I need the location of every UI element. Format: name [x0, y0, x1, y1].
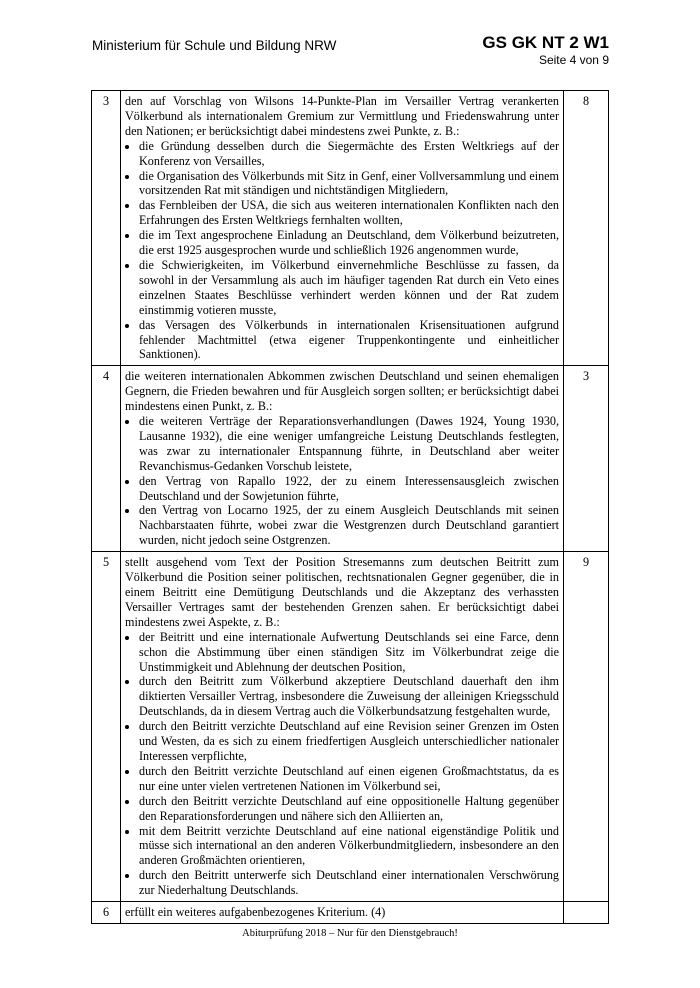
criterion-points: [564, 902, 609, 924]
criterion-row: [92, 366, 609, 552]
criterion-text: [121, 552, 564, 902]
page-footer: Abiturprüfung 2018 – Nur für den Dienstgebrauch!: [242, 928, 458, 939]
criterion-number: 4: [92, 366, 121, 552]
grading-table: [91, 90, 609, 924]
criterion-intro: erfüllt ein weiteres aufgabenbezogenes Kriterium. (4): [125, 905, 386, 920]
criterion-bullet-item: • durch den Beitritt verzichte Deutschland auf eine Revision seiner Grenzen im Osten und Westen, da es sich zu einem friedfertigen Ausgleich unterschiedlicher nationaler Interessen verpflichte,: [139, 719, 559, 764]
criterion-points: 9: [564, 552, 609, 902]
criterion-bullet-item: • durch den Beitritt verzichte Deutschland auf einen eigenen Großmachtstatus, da es nur eine unter vielen vertretenen Nationen im Völkerbund sei,: [139, 764, 559, 794]
criterion-row: [92, 552, 609, 902]
criterion-bullet-item: • die weiteren Verträge der Reparationsverhandlungen (Dawes 1924, Young 1930, Lausanne 1932), die eine weniger umfangreiche Leistung Deutschlands festlegten, was zwar zu internationaler Entspannung führte, in Deutschland aber weiter Revanchismus-Gedanken Vorschub leistete,: [139, 414, 559, 474]
criterion-bullet-item: • der Beitritt und eine internationale Aufwertung Deutschlands sei eine Farce, denn schon die Abstimmung über einen ständigen Sitz im Völkerbundrat zeige die Unstimmigkeit und Ablehnung der deutschen Position,: [139, 630, 559, 675]
criterion-bullet-list: [125, 139, 559, 363]
criterion-bullet-item: • den Vertrag von Locarno 1925, der zu einem Ausgleich Deutschlands mit seinen Nachbarstaaten führte, wobei zwar die Westgrenzen durch Deutschland garantiert wurden, nicht jedoch seine Ostgrenzen.: [139, 503, 559, 548]
criterion-bullet-item: • den Vertrag von Rapallo 1922, der zu einem Interessensausgleich zwischen Deutschland und der Sowjetunion führte,: [139, 474, 559, 504]
criterion-row: [92, 902, 609, 924]
criterion-intro: den auf Vorschlag von Wilsons 14-Punkte-Plan im Versailler Vertrag verankerten Völkerbund als internationalem Gremium zur Vermittlung und Friedenswahrung unter den Nationen; er berücksichtigt dabei mindestens zwei Punkte, z. B.:: [125, 94, 559, 138]
criterion-number: 3: [92, 91, 121, 366]
criterion-text: [121, 902, 564, 924]
criterion-bullet-item: • die im Text angesprochene Einladung an Deutschland, dem Völkerbund beizutreten, die erst 1925 ausgesprochen wurde und schließlich 1926 angenommen wurde,: [139, 228, 559, 258]
criterion-bullet-item: • das Fernbleiben der USA, die sich aus weiteren internationalen Konflikten nach den Erfahrungen des Ersten Weltkriegs fernhalten wollten,: [139, 198, 559, 228]
exam-code: GS GK NT 2 W1: [482, 33, 609, 52]
criterion-number: 5: [92, 552, 121, 902]
ministry-name: Ministerium für Schule und Bildung NRW: [92, 38, 337, 53]
page-number: Seite 4 von 9: [538, 53, 609, 67]
criterion-bullet-item: • die Schwierigkeiten, im Völkerbund einvernehmliche Beschlüsse zu fassen, da sowohl in der Versammlung als auch im häufiger tagenden Rat durch ein Veto eines einzelnen Staates Beschlüsse verhindert werden können und der Rat zudem einstimmig votieren musste,: [139, 258, 559, 318]
criterion-bullet-item: • mit dem Beitritt verzichte Deutschland auf eine national eigenständige Politik und müsse sich international an den anderen Völkerbundmitgliedern, insbesondere an den anderen Großmächten orientieren,: [139, 824, 559, 869]
criterion-bullet-item: • durch den Beitritt unterwerfe sich Deutschland einer internationalen Verschwörung zur Niederhaltung Deutschlands.: [139, 868, 559, 898]
criterion-bullet-item: • das Versagen des Völkerbunds in internationalen Krisensituationen aufgrund fehlender Machtmittel (etwa eigener Truppenkontingente und einheitlicher Sanktionen).: [139, 318, 559, 363]
criterion-bullet-item: • die Organisation des Völkerbunds mit Sitz in Genf, einer Vollversammlung und einem vorsitzenden Rat mit ständigen und nichtständigen Mitgliedern,: [139, 169, 559, 199]
grading-table-body: [92, 91, 609, 924]
criterion-text: [121, 91, 564, 366]
criterion-row: [92, 91, 609, 366]
criterion-points: 3: [564, 366, 609, 552]
criterion-bullet-item: • durch den Beitritt zum Völkerbund akzeptiere Deutschland dauerhaft den ihm diktierten Versailler Vertrag, insbesondere die Zuweisung der alleinigen Kriegsschuld Deutschlands, da in diesem Vertrag auch die Völkerbundsatzung festgehalten wurde,: [139, 674, 559, 719]
criterion-intro: stellt ausgehend vom Text der Position Stresemanns zum deutschen Beitritt zum Völkerbund die Position seiner politischen, rechtsnationalen Gegner gegenüber, die in einem Beitritt eine Demütigung Deutschlands und die Akzeptanz des verhassten Versailler Vertrages samt der bestehenden Grenzen sahen. Er berücksichtigt dabei mindestens zwei Aspekte, z. B.:: [125, 555, 559, 629]
criterion-bullet-item: • durch den Beitritt verzichte Deutschland auf eine oppositionelle Haltung gegenüber den Reparationsforderungen und nähere sich den Alliierten an,: [139, 794, 559, 824]
criterion-intro: die weiteren internationalen Abkommen zwischen Deutschland und seinen ehemaligen Gegnern, die Frieden bewahren und für Ausgleich sorgen sollten; er berücksichtigt dabei mindestens einen Punkt, z. B.:: [125, 369, 559, 414]
criterion-bullet-list: [125, 630, 559, 898]
criterion-points: 8: [564, 91, 609, 366]
criterion-text: [121, 366, 564, 552]
criterion-bullet-list: [125, 414, 559, 548]
criterion-number: 6: [92, 902, 121, 924]
criterion-bullet-item: • die Gründung desselben durch die Siegermächte des Ersten Weltkriegs auf der Konferenz von Versailles,: [139, 139, 559, 169]
